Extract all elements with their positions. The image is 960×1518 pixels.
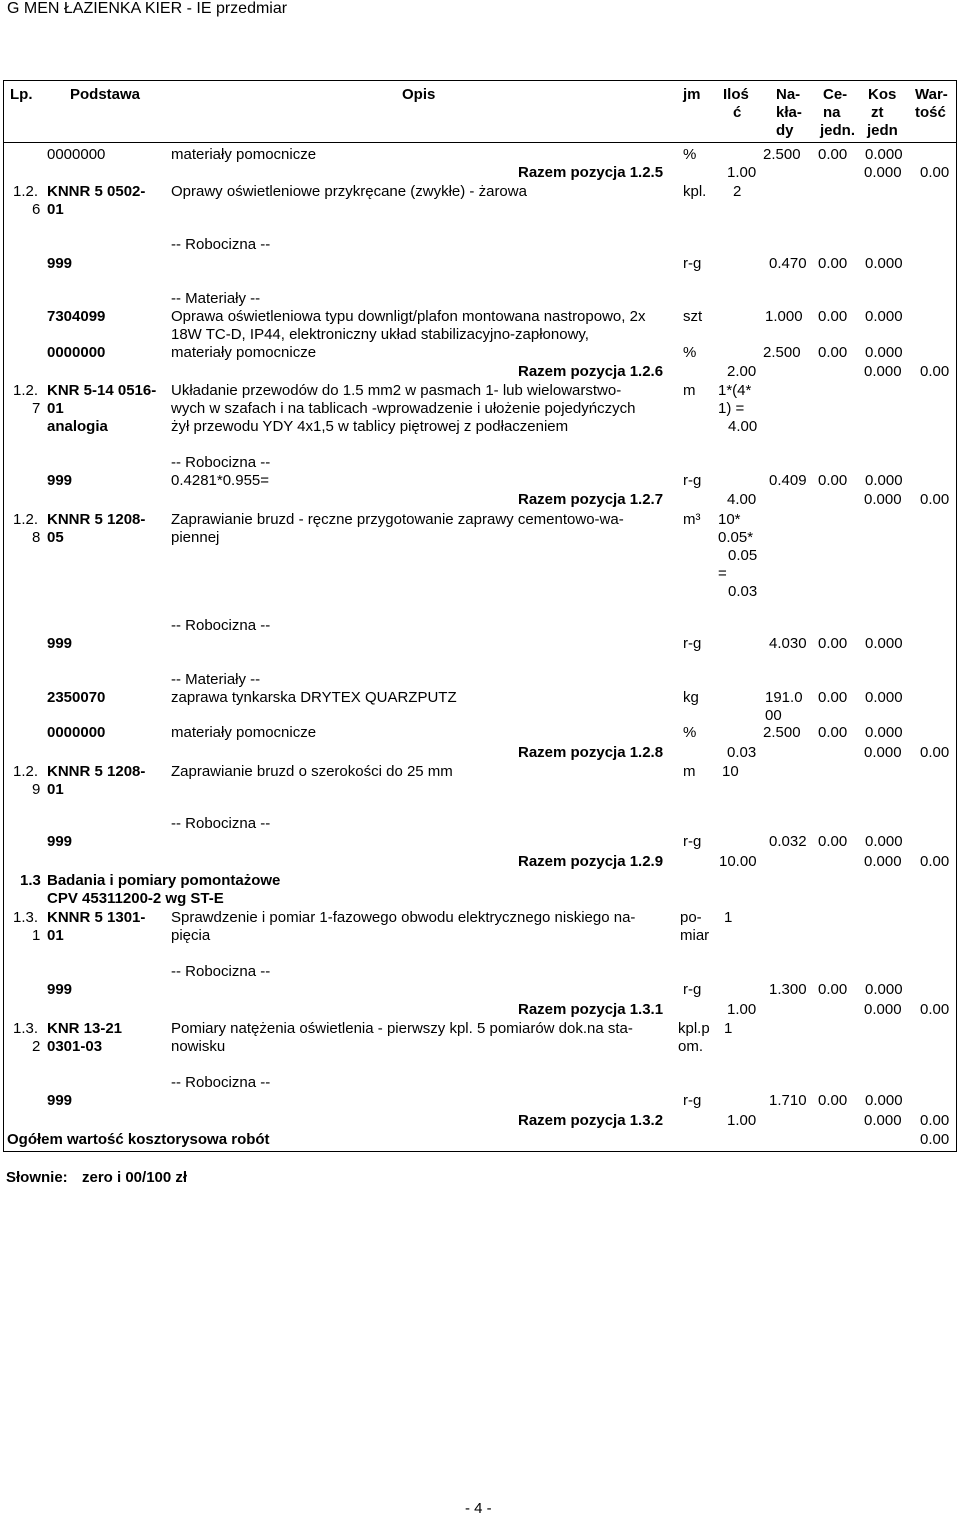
- position-ilosc-3: 4.00: [728, 418, 758, 435]
- material-naklady: 2.500: [763, 146, 801, 163]
- labor-cena: 0.00: [818, 833, 848, 850]
- summary-ilosc: 10.00: [719, 853, 757, 870]
- labor-code: 999: [47, 635, 73, 652]
- material-code: 0000000: [47, 344, 106, 361]
- position-jm: m: [683, 382, 696, 399]
- labor-naklady: 4.030: [769, 635, 807, 652]
- labor-code: 999: [47, 981, 73, 998]
- table-bottom-border: [3, 1151, 957, 1152]
- labor-header: -- Robocizna --: [171, 454, 271, 471]
- position-ilosc: 10: [722, 763, 739, 780]
- summary-wartosc: 0.00: [920, 853, 950, 870]
- position-ilosc-3: 0.05: [728, 547, 758, 564]
- labor-koszt: 0.000: [865, 1092, 903, 1109]
- labor-jm: r-g: [683, 981, 702, 998]
- header-wartosc: War-: [915, 86, 948, 103]
- position-jm: po-: [680, 909, 702, 926]
- position-podstawa: KNR 13-21: [47, 1020, 123, 1037]
- header-cena-3: jedn.: [820, 122, 856, 139]
- material-naklady: 2.500: [763, 344, 801, 361]
- summary-koszt: 0.000: [864, 363, 902, 380]
- position-lp: 1.2.: [13, 183, 39, 200]
- material-code: 0000000: [47, 724, 106, 741]
- labor-naklady: 0.470: [769, 255, 807, 272]
- position-podstawa-2: 0301-03: [47, 1038, 103, 1055]
- summary-koszt: 0.000: [864, 491, 902, 508]
- material-cena: 0.00: [818, 344, 848, 361]
- position-desc: Sprawdzenie i pomiar 1-fazowego obwodu elektrycznego niskiego na-: [171, 909, 636, 926]
- summary-wartosc: 0.00: [920, 491, 950, 508]
- position-jm: kpl.: [683, 183, 707, 200]
- material-cena: 0.00: [818, 689, 848, 706]
- header-naklady-2: kła-: [776, 104, 802, 121]
- labor-cena: 0.00: [818, 981, 848, 998]
- header-cena-2: na: [823, 104, 841, 121]
- position-podstawa-2: 01: [47, 781, 64, 798]
- table-right-border: [956, 80, 957, 1152]
- summary-koszt: 0.000: [864, 853, 902, 870]
- summary-label: Razem pozycja 1.3.2: [518, 1112, 664, 1129]
- material-koszt: 0.000: [865, 344, 903, 361]
- material-desc: zaprawa tynkarska DRYTEX QUARZPUTZ: [171, 689, 457, 706]
- material-code: 7304099: [47, 308, 106, 325]
- material-koszt: 0.000: [865, 146, 903, 163]
- table-top-border: [3, 80, 957, 81]
- position-podstawa: KNNR 5 1301-: [47, 909, 146, 926]
- table-left-border: [3, 80, 4, 1152]
- header-ilosc-2: ć: [733, 104, 742, 121]
- material-desc: Oprawa oświetleniowa typu downligt/plafon montowana nastropowo, 2x: [171, 308, 646, 325]
- labor-koszt: 0.000: [865, 981, 903, 998]
- position-lp-2: 2: [32, 1038, 41, 1055]
- labor-formula: 0.4281*0.955=: [171, 472, 270, 489]
- position-lp-2: 6: [32, 201, 41, 218]
- labor-cena: 0.00: [818, 635, 848, 652]
- position-jm: kpl.p: [678, 1020, 710, 1037]
- material-koszt: 0.000: [865, 308, 903, 325]
- summary-wartosc: 0.00: [920, 1112, 950, 1129]
- position-desc: Zaprawianie bruzd - ręczne przygotowanie zaprawy cementowo-wa-: [171, 511, 624, 528]
- position-podstawa-2: 01: [47, 927, 64, 944]
- in-words-label: Słownie:: [6, 1169, 68, 1186]
- summary-label: Razem pozycja 1.2.6: [518, 363, 664, 380]
- position-podstawa: KNR 5-14 0516-: [47, 382, 157, 399]
- header-koszt-2: zt: [871, 104, 884, 121]
- material-jm: %: [683, 344, 697, 361]
- material-desc-2: 18W TC-D, IP44, elektroniczny układ stabilizacyjno-zapłonowy,: [171, 326, 589, 343]
- material-naklady: 1.000: [765, 308, 803, 325]
- labor-jm: r-g: [683, 833, 702, 850]
- header-opis: Opis: [402, 86, 436, 103]
- labor-naklady: 1.710: [769, 1092, 807, 1109]
- header-ilosc: Iloś: [723, 86, 749, 103]
- labor-jm: r-g: [683, 1092, 702, 1109]
- labor-naklady: 1.300: [769, 981, 807, 998]
- position-desc: Oprawy oświetleniowe przykręcane (zwykłe) - żarowa: [171, 183, 527, 200]
- position-podstawa: KNNR 5 1208-: [47, 763, 146, 780]
- labor-header: -- Robocizna --: [171, 963, 271, 980]
- header-lp: Lp.: [10, 86, 33, 103]
- labor-cena: 0.00: [818, 472, 848, 489]
- position-jm-2: om.: [678, 1038, 704, 1055]
- header-bottom-border: [3, 142, 957, 143]
- summary-wartosc: 0.00: [920, 164, 950, 181]
- position-ilosc: 1: [724, 1020, 733, 1037]
- section-lp: 1.3: [20, 872, 41, 889]
- position-desc-3: żył przewodu YDY 4x1,5 w tablicy piętrowej z podłaczeniem: [171, 418, 569, 435]
- labor-cena: 0.00: [818, 255, 848, 272]
- position-lp-2: 7: [32, 400, 41, 417]
- summary-ilosc: 2.00: [727, 363, 757, 380]
- header-koszt-3: jedn: [867, 122, 898, 139]
- labor-header: -- Robocizna --: [171, 1074, 271, 1091]
- labor-naklady: 0.409: [769, 472, 807, 489]
- position-jm-2: miar: [680, 927, 710, 944]
- position-podstawa-3: analogia: [47, 418, 108, 435]
- position-ilosc: 1: [724, 909, 733, 926]
- grand-total-label: Ogółem wartość kosztorysowa robót: [7, 1131, 270, 1148]
- position-ilosc-4: =: [718, 565, 727, 582]
- header-naklady-3: dy: [776, 122, 794, 139]
- summary-koszt: 0.000: [864, 1001, 902, 1018]
- header-koszt: Kos: [868, 86, 897, 103]
- summary-label: Razem pozycja 1.2.8: [518, 744, 664, 761]
- document-title: G MEN ŁAZIENKA KIER - IE przedmiar: [7, 0, 288, 17]
- in-words-value: zero i 00/100 zł: [82, 1169, 188, 1186]
- position-ilosc-2: 0.05*: [718, 529, 754, 546]
- summary-koszt: 0.000: [864, 1112, 902, 1129]
- material-cena: 0.00: [818, 724, 848, 741]
- labor-koszt: 0.000: [865, 472, 903, 489]
- position-podstawa: KNNR 5 0502-: [47, 183, 146, 200]
- position-podstawa-2: 01: [47, 201, 64, 218]
- material-code: 0000000: [47, 146, 106, 163]
- labor-koszt: 0.000: [865, 635, 903, 652]
- position-lp: 1.2.: [13, 511, 39, 528]
- labor-cena: 0.00: [818, 1092, 848, 1109]
- material-desc: materiały pomocnicze: [171, 146, 317, 163]
- summary-koszt: 0.000: [864, 164, 902, 181]
- summary-ilosc: 1.00: [727, 164, 757, 181]
- position-jm: m³: [683, 511, 701, 528]
- labor-header: -- Robocizna --: [171, 815, 271, 832]
- position-desc: Układanie przewodów do 1.5 mm2 w pasmach 1- lub wielowarstwo-: [171, 382, 622, 399]
- labor-code: 999: [47, 1092, 73, 1109]
- material-naklady: 191.0: [765, 689, 803, 706]
- position-ilosc: 2: [733, 183, 742, 200]
- summary-wartosc: 0.00: [920, 363, 950, 380]
- summary-ilosc: 0.03: [727, 744, 757, 761]
- position-ilosc-5: 0.03: [728, 583, 758, 600]
- material-jm: kg: [683, 689, 699, 706]
- section-title: Badania i pomiary pomontażowe: [47, 872, 281, 889]
- materials-header: -- Materiały --: [171, 671, 261, 688]
- material-koszt: 0.000: [865, 689, 903, 706]
- material-jm: %: [683, 724, 697, 741]
- header-naklady: Na-: [776, 86, 801, 103]
- position-podstawa-2: 05: [47, 529, 64, 546]
- labor-code: 999: [47, 255, 73, 272]
- summary-label: Razem pozycja 1.2.5: [518, 164, 664, 181]
- labor-koszt: 0.000: [865, 255, 903, 272]
- position-lp-2: 9: [32, 781, 41, 798]
- header-jm: jm: [683, 86, 701, 103]
- summary-ilosc: 1.00: [727, 1001, 757, 1018]
- labor-jm: r-g: [683, 472, 702, 489]
- summary-label: Razem pozycja 1.2.9: [518, 853, 664, 870]
- position-lp-2: 8: [32, 529, 41, 546]
- header-wartosc-2: tość: [915, 104, 946, 121]
- summary-label: Razem pozycja 1.3.1: [518, 1001, 664, 1018]
- position-lp: 1.3.: [13, 1020, 39, 1037]
- material-naklady-2: 00: [765, 707, 782, 724]
- position-podstawa: KNNR 5 1208-: [47, 511, 146, 528]
- position-lp: 1.2.: [13, 382, 39, 399]
- header-podstawa: Podstawa: [70, 86, 141, 103]
- position-lp: 1.2.: [13, 763, 39, 780]
- material-cena: 0.00: [818, 146, 848, 163]
- labor-naklady: 0.032: [769, 833, 807, 850]
- section-subtitle: CPV 45311200-2 wg ST-E: [47, 890, 224, 907]
- summary-wartosc: 0.00: [920, 744, 950, 761]
- material-jm: %: [683, 146, 697, 163]
- position-lp-2: 1: [32, 927, 41, 944]
- summary-ilosc: 4.00: [727, 491, 757, 508]
- labor-header: -- Robocizna --: [171, 236, 271, 253]
- summary-ilosc: 1.00: [727, 1112, 757, 1129]
- material-jm: szt: [683, 308, 703, 325]
- labor-koszt: 0.000: [865, 833, 903, 850]
- summary-wartosc: 0.00: [920, 1001, 950, 1018]
- position-desc: Zaprawianie bruzd o szerokości do 25 mm: [171, 763, 453, 780]
- position-desc-2: piennej: [171, 529, 220, 546]
- position-podstawa-2: 01: [47, 400, 64, 417]
- position-lp: 1.3.: [13, 909, 39, 926]
- page-number: - 4 -: [465, 1500, 492, 1517]
- position-ilosc: 1*(4*: [718, 382, 752, 399]
- header-cena: Ce-: [823, 86, 848, 103]
- material-koszt: 0.000: [865, 724, 903, 741]
- labor-jm: r-g: [683, 635, 702, 652]
- position-desc: Pomiary natężenia oświetlenia - pierwszy kpl. 5 pomiarów dok.na sta-: [171, 1020, 633, 1037]
- material-code: 2350070: [47, 689, 106, 706]
- position-jm: m: [683, 763, 696, 780]
- labor-header: -- Robocizna --: [171, 617, 271, 634]
- position-desc-2: nowisku: [171, 1038, 226, 1055]
- position-ilosc: 10*: [718, 511, 741, 528]
- material-cena: 0.00: [818, 308, 848, 325]
- summary-koszt: 0.000: [864, 744, 902, 761]
- material-desc: materiały pomocnicze: [171, 344, 317, 361]
- material-desc: materiały pomocnicze: [171, 724, 317, 741]
- materials-header: -- Materiały --: [171, 290, 261, 307]
- labor-code: 999: [47, 472, 73, 489]
- labor-code: 999: [47, 833, 73, 850]
- position-desc-2: wych w szafach i na tablicach -wprowadzenie i ułożenie pojedyńczych: [171, 400, 636, 417]
- material-naklady: 2.500: [763, 724, 801, 741]
- labor-jm: r-g: [683, 255, 702, 272]
- summary-label: Razem pozycja 1.2.7: [518, 491, 664, 508]
- position-ilosc-2: 1) =: [718, 400, 745, 417]
- grand-total-value: 0.00: [920, 1131, 950, 1148]
- position-desc-2: pięcia: [171, 927, 211, 944]
